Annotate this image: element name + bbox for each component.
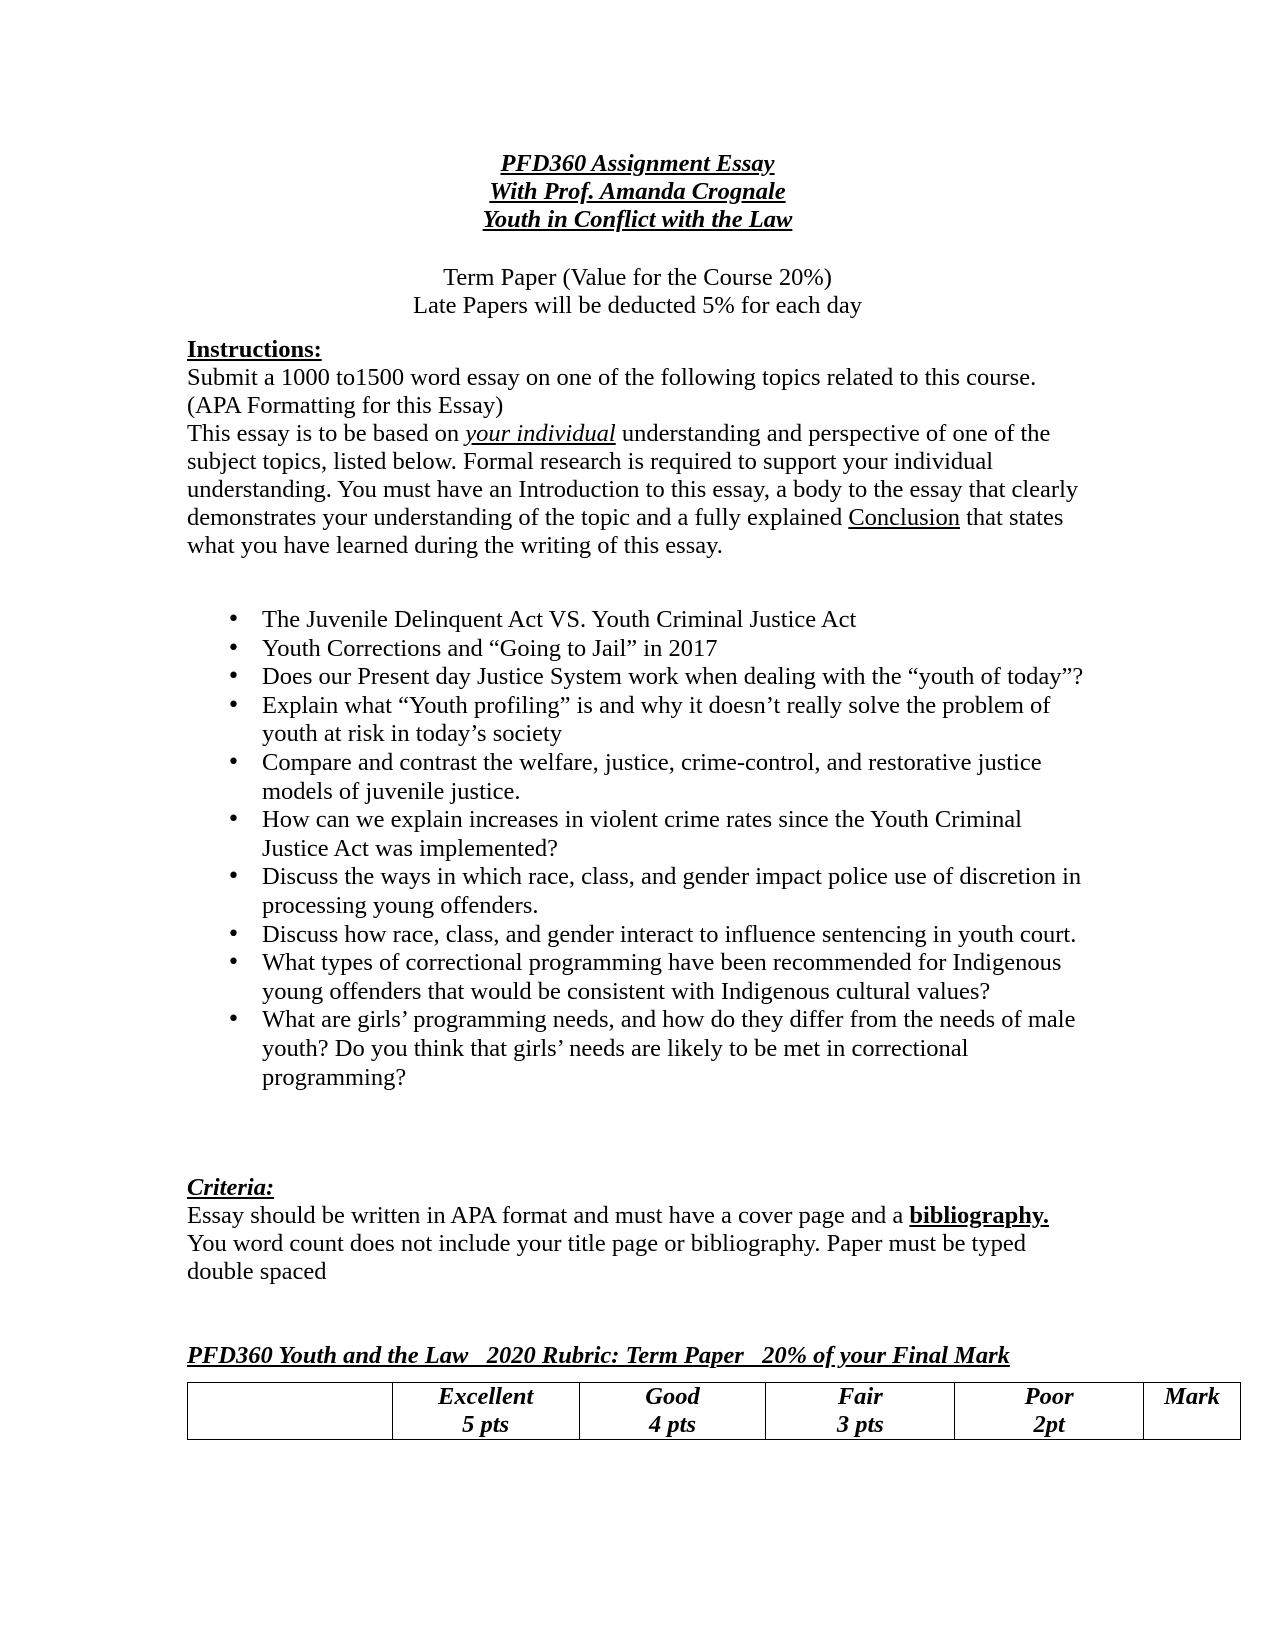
emphasis-bibliography: bibliography. — [909, 1202, 1049, 1229]
rubric-criteria-header — [188, 1383, 393, 1440]
term-paper-value: Term Paper (Value for the Course 20%) — [443, 264, 832, 291]
topic-item: • Does our Present day Justice System work when dealing with the “youth of today”? — [187, 663, 1087, 692]
instructions-section — [187, 336, 1087, 560]
topics-list — [187, 606, 1087, 1092]
column-points: 5 pts — [462, 1411, 510, 1438]
instructions-apa-note: (APA Formatting for this Essay) — [187, 392, 504, 419]
topic-item: • What types of correctional programming have been recommended for Indigenous young offenders that would be consistent with Indigenous cultural values? — [187, 949, 1087, 1006]
topic-item: • How can we explain increases in violent crime rates since the Youth Criminal Justice Act was implemented? — [187, 806, 1087, 863]
column-label: Excellent — [438, 1383, 534, 1410]
criteria-section — [187, 1174, 1087, 1286]
column-label: Mark — [1164, 1383, 1220, 1410]
course-subtitle: Youth in Conflict with the Law — [482, 206, 793, 233]
rubric-table — [187, 1382, 1241, 1440]
course-title: PFD360 Assignment Essay — [500, 150, 775, 177]
rubric-col-good — [579, 1383, 766, 1440]
rubric-title: PFD360 Youth and the Law 2020 Rubric: Term Paper 20% of your Final Mark — [187, 1342, 1010, 1369]
document-title-block — [0, 150, 1275, 234]
topic-item: • Discuss the ways in which race, class, and gender impact police use of discretion in processing young offenders. — [187, 863, 1087, 920]
late-policy: Late Papers will be deducted 5% for each day — [413, 292, 862, 319]
emphasis-your-individual: your individual — [465, 420, 616, 447]
topic-item: • The Juvenile Delinquent Act VS. Youth Criminal Justice Act — [187, 606, 1087, 635]
topic-item: • Explain what “Youth profiling” is and why it doesn’t really solve the problem of youth at risk in today’s society — [187, 692, 1087, 749]
instructions-word-count: Submit a 1000 to1500 word essay on one of the following topics related to this course. — [187, 364, 1037, 391]
column-label: Fair — [837, 1383, 883, 1410]
rubric-col-excellent — [392, 1383, 579, 1440]
assignment-info — [0, 264, 1275, 320]
rubric-col-mark — [1144, 1383, 1241, 1440]
rubric-col-fair — [766, 1383, 955, 1440]
criteria-body: Essay should be written in APA format and must have a cover page and a bibliography. You word count does not include your title page or bibliography. Paper must be typed double spaced — [187, 1202, 1049, 1285]
rubric-col-poor — [955, 1383, 1144, 1440]
instructions-body: This essay is to be based on your individual understanding and perspective of one of the subject topics, listed below. Formal research is required to support your individual understanding. You must have an Introduction to this essay, a body to the essay that clearly demonstrates your understanding of the topic and a fully explained Conclusion that states what you have learned during the writing of this essay. — [187, 420, 1079, 559]
column-points: 3 pts — [836, 1411, 884, 1438]
topic-item: • What are girls’ programming needs, and how do they differ from the needs of male youth? Do you think that girls’ needs are likely to be met in correctional programming? — [187, 1006, 1087, 1092]
emphasis-conclusion: Conclusion — [848, 504, 960, 531]
criteria-heading: Criteria: — [187, 1174, 275, 1201]
column-points: 4 pts — [649, 1411, 696, 1438]
topic-item: • Discuss how race, class, and gender interact to influence sentencing in youth court. — [187, 921, 1087, 950]
column-label: Good — [645, 1383, 700, 1410]
professor-line: With Prof. Amanda Crognale — [489, 178, 786, 205]
instructions-heading: Instructions: — [187, 336, 322, 363]
rubric-header-row — [188, 1383, 1241, 1440]
column-points: 2pt — [1033, 1411, 1065, 1438]
column-label: Poor — [1024, 1383, 1074, 1410]
topic-item: • Compare and contrast the welfare, justice, crime-control, and restorative justice models of juvenile justice. — [187, 749, 1087, 806]
topic-item: • Youth Corrections and “Going to Jail” in 2017 — [187, 635, 1087, 664]
